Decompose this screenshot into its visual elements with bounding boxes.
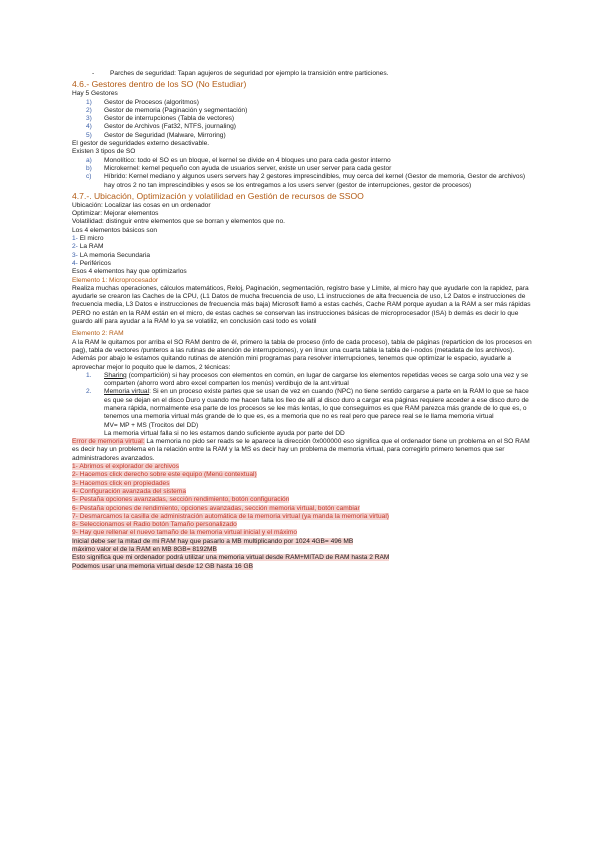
list-item-text: Parches de seguridad: Tapan agujeros de seguridad por ejemplo la transición entre particiones. (110, 70, 389, 77)
paragraph: Los 4 elementos básicos son (72, 226, 158, 234)
calc-line (72, 554, 532, 562)
paragraph: Esos 4 elementos hay que optimizarlos (72, 268, 187, 276)
term: Sharing (104, 371, 127, 379)
calc-text: máximo valor el de la RAM en MB 8GB= 8192MB (72, 546, 217, 554)
list-marker: 1) (86, 98, 92, 106)
list-item (72, 173, 532, 190)
list-item (72, 132, 532, 140)
paragraph-elemento-1: Realiza muchas operaciones, cálculos matemáticos, Reloj, Paginación, segmentación, registro base y Límite, al micro hay que ayudarle con la rapidez, para ayudarle se crearon las Caches de la CPU, (L1 Datos de mucha frecuencia de uso, L1 instrucciones de alta frecuencia de uso, L2 Datos e instrucciones de frecuencia media, L3 Datos e instrucciones de frecuencia más baja) Microsoft llamó a estas cachés, Cache RAM porque ayudan a la RAM a ser más rápidas PERO no están en la RAM están en el micro, de estas caches se conservan las instrucciones básicas de microprocesador (ISA) b demás es decir lo que guardo allí para ayudar a la RAM lo ya se volatiliz, en conclusión casi todo es volatil (72, 284, 531, 326)
list-item (72, 70, 532, 78)
list-marker: 3) (86, 115, 92, 123)
gestores-list (72, 99, 532, 140)
step-item (72, 463, 532, 471)
list-item-text: El micro (79, 235, 104, 243)
elementos-list (72, 235, 532, 268)
calc-list (72, 538, 532, 571)
list-marker: 1- (72, 235, 78, 243)
step-text: 3- Hacemos click en propiedades (72, 479, 170, 487)
subheading-elemento-1: Elemento 1: Microprocesador (72, 276, 159, 284)
error-text: La memoria no pido ser reads se le aparece la dirección 0x000000 eso significa que el ordenador tiene un problema en el SO RAM es decir hay un problema en la relación entre la RAM y la MS es decir hay un problema de memoria virtual, para corregirlo primero tenemos que ser administradores avanzados. (72, 438, 530, 462)
list-item (72, 107, 532, 115)
subheading-elemento-2: Elemento 2: RAM (72, 330, 124, 338)
list-marker: 3- (72, 251, 78, 259)
list-item-text: Periféricos (79, 259, 111, 267)
list-item-text: Gestor de memoria (Paginación y segmentación) (104, 106, 248, 114)
error-paragraph (72, 438, 532, 463)
list-marker: 2. (86, 388, 92, 396)
step-text: 1- Abrimos el explorador de archivos (72, 463, 180, 471)
step-item (72, 521, 532, 529)
step-item (72, 505, 532, 513)
step-item (72, 480, 532, 488)
calc-text: Podemos usar una memoria virtual desde 12 GB hasta 16 GB (72, 562, 254, 570)
list-marker: 2) (86, 106, 92, 114)
section-heading-4-7: 4.7.-. Ubicación, Optimización y volatilidad en Gestión de recursos de SSOO (72, 190, 364, 201)
list-item-text: Gestor de Seguridad (Malware, Mirroring) (104, 131, 226, 139)
list-marker: 4- (72, 259, 78, 267)
list-item-text: Monolítico: todo el SO es un bloque, el kernel se divide en 4 bloques uno para cada gestor interno (104, 156, 391, 164)
calc-line (72, 538, 532, 546)
definitions (72, 202, 532, 235)
step-text: 5- Pestaña opciones avanzadas, sección rendimiento, botón configuración (72, 496, 290, 504)
calc-line (72, 546, 532, 554)
list-item (72, 123, 532, 131)
step-item (72, 471, 532, 479)
list-item (72, 157, 532, 165)
step-text: 9- Hay que rellenar el nuevo tamaño de la memoria virtual inicial y el máximo (72, 529, 298, 537)
definition: (compartición) si hay procesos con elementos en común, en lugar de cargarse los elementos repetidas veces se carga solo una vez y se comparten (ahorro word abro excel comparten los menús) verdibujo de la ant.virtual (104, 371, 529, 388)
paragraph: Ubicación: Localizar las cosas en un ordenador (72, 201, 211, 209)
step-item (72, 529, 532, 537)
list-item-text: Híbrido: Kernel mediano y algunos users servers hay 2 gestores imprescindibles, muy cerca del kernel (Gestor de memoria, Gestor de archivos) hay otros 2 no tan imprescindibles y esos se los entregamos a los users server (gestor de interrupciones, gestor de procesos) (104, 173, 526, 189)
step-text: 7- Desmarcamos la casilla de administración automática de la memoria virtual (ya manda la memoria virtual) (72, 512, 389, 520)
list-marker: - (92, 70, 95, 77)
list-marker: a) (86, 156, 92, 164)
step-text: 6- Pestaña opciones de rendimiento, opciones avanzadas, sección memoria virtual, botón cambiar (72, 504, 360, 512)
paragraph: La memoria virtual falla si no les estamos dando suficiente ayuda por parte del DD (104, 429, 345, 437)
list-item (72, 260, 532, 268)
list-item-text (104, 388, 532, 421)
calc-text: Esto significa que mi ordenador podrá utilizar una memoria virtual desde RAM+MITAD de RAM hasta 2 RAM (72, 554, 390, 562)
list-item-text: Gestor de interrupciones (Tabla de vectores) (104, 115, 235, 123)
calc-text: Inicial debe ser la mitad de mi RAM hay que pasarlo a MB multiplicando por 1024 4GB= 496 MB (72, 537, 354, 545)
list-item (72, 99, 532, 107)
paragraph-elemento-2: A la RAM le quitamos por arriba el SO RAM dentro de él, primero la tabla de proceso (info de cada proceso), tabla de páginas (reparticion de los procesos en pag), tabla de vectores /punteros a las rutinas de atención de interrupciones), y en linux una cuarta tabla la tabla de i-nodos (metadata de los archivos). Además por abajo le estamos quitando rutinas de atención mini programas para resolver interrupciones, tenemos que optimizar le espacio, ayudarle a aprovechar mejor lo poquito que le damos, 2 técnicas: (72, 338, 532, 371)
list-marker: 4) (86, 123, 92, 131)
step-text: 2- Hacemos click derecho sobre este equipo (Menú contextual) (72, 471, 257, 479)
paragraph: Existen 3 tipos de SO (72, 148, 136, 156)
step-item (72, 496, 532, 504)
list-marker: b) (86, 164, 92, 172)
list-marker: 1. (86, 371, 92, 379)
list-marker: 2- (72, 243, 78, 251)
paragraph: Optimizar: Mejorar elementos (72, 210, 159, 218)
list-item-text: Gestor de Archivos (Fat32, NTFS, journaling) (104, 123, 236, 131)
list-marker: 5) (86, 131, 92, 139)
term: Memoria virtual (104, 388, 150, 396)
list-item-text (104, 372, 532, 389)
step-text: 4- Configuración avanzada del sistema (72, 487, 186, 495)
tipos-list (72, 157, 532, 190)
paragraph: Volatilidad: distinguir entre elementos que se borran y elementos que no. (72, 218, 285, 226)
tecnicas-list (72, 372, 532, 422)
list-item (72, 243, 532, 251)
list-item (72, 372, 532, 389)
definition: : Si en un proceso existe partes que se usan de vez en cuando (NPC) no tiene sentido cargarse a parte en la RAM lo que se hace es que se dejan en el disco Duro y cuando me hacen falta los lleo de allí al disco duro a cargar esa páginas requiere acceder a ese disco duro de manera rápida, normalmente esa parte de los procesos se lee más lentas, lo que conseguimos es que RAM parezca más grande de lo que es, o tenemos una memoria virtual más grande de lo que es, es a memoria que no es real pero que parece real se le llama memoria virtual (104, 388, 529, 421)
list-marker: c) (86, 173, 92, 181)
list-item (72, 252, 532, 260)
list-item-text: Gestor de Procesos (algoritmos) (104, 98, 199, 106)
paragraph: Hay 5 Gestores (72, 90, 118, 98)
calc-line (72, 563, 532, 571)
error-label: Error de memoria virtual: (72, 438, 145, 446)
paragraph: El gestor de seguridades externo desactivable. (72, 140, 210, 148)
steps-list (72, 463, 532, 538)
section-heading-4-6: 4.6.- Gestores dentro de los SO (No Estudiar) (72, 79, 247, 90)
list-item-text: Microkernel: kernel pequeño con ayuda de usuarios server, existe un user server para cada gestor (104, 164, 392, 172)
step-item (72, 513, 532, 521)
list-item (72, 235, 532, 243)
list-item (72, 388, 532, 421)
list-item (72, 115, 532, 123)
list-item (72, 165, 532, 173)
formula: MV= MP + MS (Trocitos del DD) (104, 421, 199, 429)
step-text: 8- Seleccionamos el Radio botón Tamaño personalizado (72, 521, 237, 529)
list-item-text: LA memoria Secundaria (79, 251, 151, 259)
list-item-text: La RAM (79, 243, 104, 251)
step-item (72, 488, 532, 496)
